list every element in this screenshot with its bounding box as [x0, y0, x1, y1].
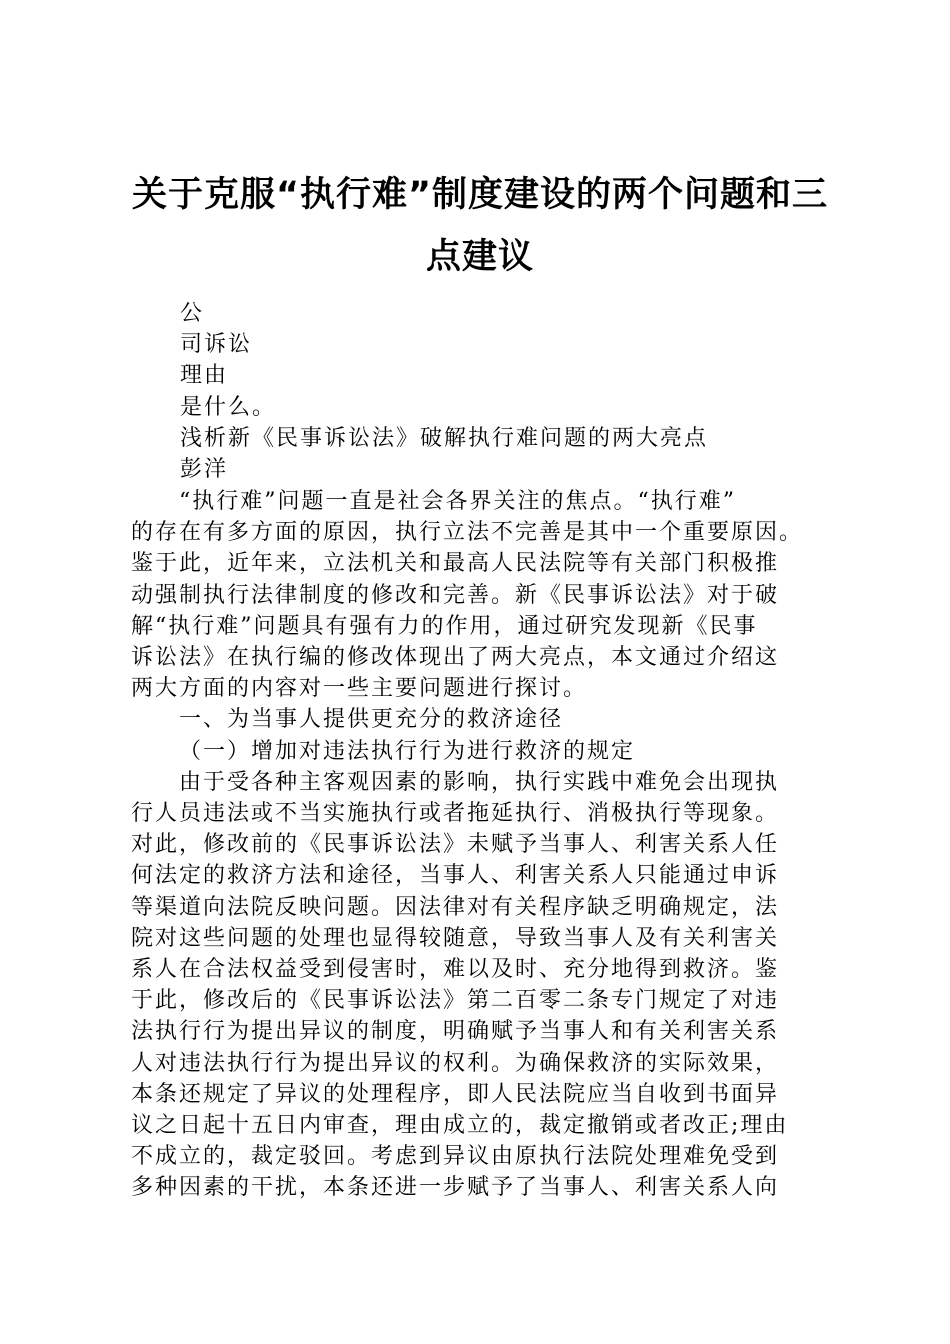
body-line: 鉴于此，近年来，立法机关和最高人民法院等有关部门积极推: [131, 551, 780, 577]
body-line: 多种因素的干扰，本条还进一步赋予了当事人、利害关系人向: [131, 1175, 780, 1201]
body-text: [131, 486, 831, 1204]
body-line: 系人在合法权益受到侵害时，难以及时、充分地得到救济。鉴: [131, 957, 780, 983]
body-line: 由于受各种主客观因素的影响，执行实践中难免会出现执: [179, 769, 780, 795]
subsection-heading: （一）增加对违法执行行为进行救济的规定: [179, 738, 636, 764]
meta-line: 公: [180, 301, 205, 326]
body-line: 议之日起十五日内审查，理由成立的，裁定撤销或者改正;理由: [131, 1113, 789, 1139]
body-line: 不成立的，裁定驳回。考虑到异议由原执行法院处理难免受到: [131, 1144, 780, 1170]
body-line: 行人员违法或不当实施执行或者拖延执行、消极执行等现象。: [131, 801, 780, 827]
meta-line: 理由: [180, 363, 229, 389]
body-line: 何法定的救济方法和途径，当事人、利害关系人只能通过申诉: [131, 863, 780, 889]
author-line: 彭洋: [180, 457, 229, 483]
section-heading: 一、为当事人提供更充分的救济途径: [179, 707, 564, 733]
body-line: 本条还规定了异议的处理程序，即人民法院应当自收到书面异: [131, 1081, 780, 1107]
body-line: 动强制执行法律制度的修改和完善。新《民事诉讼法》对于破: [131, 582, 780, 608]
body-line: 于此，修改后的《民事诉讼法》第二百零二条专门规定了对违: [131, 988, 780, 1014]
meta-block: [180, 298, 708, 485]
meta-line: 浅析新《民事诉讼法》破解执行难问题的两大亮点: [180, 425, 709, 451]
document-title: [100, 164, 860, 288]
body-line: 解“执行难”问题具有强有力的作用，通过研究发现新《民事: [131, 613, 758, 639]
body-line: “执行难”问题一直是社会各界关注的焦点。“执行难”: [179, 489, 736, 514]
body-line: 院对这些问题的处理也显得较随意，导致当事人及有关利害关: [131, 925, 780, 951]
title-line: 点建议: [425, 237, 534, 277]
body-line: 等渠道向法院反映问题。因法律对有关程序缺乏明确规定，法: [131, 894, 780, 920]
body-line: 人对违法执行行为提出异议的权利。为确保救济的实际效果，: [131, 1050, 780, 1076]
body-line: 诉讼法》在执行编的修改体现出了两大亮点，本文通过介绍这: [131, 645, 780, 671]
meta-line: 是什么。: [180, 394, 277, 420]
title-line: 关于克服“执行难”制度建设的两个问题和三: [131, 175, 828, 215]
body-line: 两大方面的内容对一些主要问题进行探讨。: [131, 676, 588, 702]
body-line: 对此，修改前的《民事诉讼法》未赋予当事人、利害关系人任: [131, 832, 780, 858]
body-line: 的存在有多方面的原因，执行立法不完善是其中一个重要原因。: [131, 520, 804, 546]
meta-line: 司诉讼: [180, 332, 253, 358]
body-line: 法执行行为提出异议的制度，明确赋予当事人和有关利害关系: [131, 1019, 780, 1045]
